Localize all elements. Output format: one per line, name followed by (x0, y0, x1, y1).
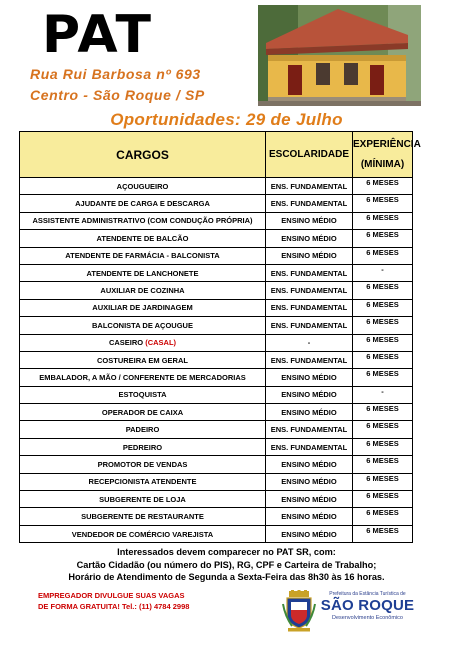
table-row (20, 525, 413, 542)
experiencia-cell: 6 MESES (353, 195, 413, 212)
footer-instructions (0, 546, 453, 584)
escolaridade-cell: ENSINO MÉDIO (266, 404, 353, 421)
experiencia-cell: 6 MESES (353, 334, 413, 351)
table-row (20, 230, 413, 247)
cargo-cell: SUBGERENTE DE LOJA (20, 491, 266, 508)
cargo-cell (20, 334, 266, 351)
experiencia-cell: 6 MESES (353, 404, 413, 421)
experiencia-cell: - (353, 264, 413, 281)
experiencia-cell: 6 MESES (353, 299, 413, 316)
cargo-text: CASEIRO (108, 338, 144, 348)
escolaridade-cell: ENS. FUNDAMENTAL (266, 421, 353, 438)
table-row (20, 508, 413, 525)
table-row (20, 282, 413, 299)
employer-advert (38, 590, 189, 612)
header-escolaridade: ESCOLARIDADE (266, 132, 353, 178)
table-row (20, 195, 413, 212)
escolaridade-cell: ENS. FUNDAMENTAL (266, 178, 353, 195)
table-row (20, 404, 413, 421)
experiencia-cell: 6 MESES (353, 317, 413, 334)
cargo-cell: VENDEDOR DE COMÉRCIO VAREJISTA (20, 525, 266, 542)
footer-line-1: Interessados devem comparecer no PAT SR, com: (117, 547, 336, 557)
sao-roque-logo (320, 591, 415, 622)
escolaridade-cell: ENS. FUNDAMENTAL (266, 317, 353, 334)
cargo-cell: ATENDENTE DE BALCÃO (20, 230, 266, 247)
escolaridade-cell: ENSINO MÉDIO (266, 386, 353, 403)
building-photo (258, 5, 421, 106)
experiencia-cell: 6 MESES (353, 456, 413, 473)
table-row (20, 438, 413, 455)
escolaridade-cell: ENSINO MÉDIO (266, 230, 353, 247)
cargo-cell: SUBGERENTE DE RESTAURANTE (20, 508, 266, 525)
experiencia-cell: 6 MESES (353, 212, 413, 229)
footer-line-3: Horário de Atendimento de Segunda a Sexta-Feira das 8h30 às 16 horas. (68, 572, 385, 582)
header-experiencia-line2: (MÍNIMA) (360, 158, 405, 170)
opportunities-title: Oportunidades: 29 de Julho (110, 110, 343, 129)
experiencia-cell: - (353, 386, 413, 403)
table-row (20, 299, 413, 316)
city-crest-icon (282, 590, 316, 632)
cargo-cell: PEDREIRO (20, 438, 266, 455)
experiencia-cell: 6 MESES (353, 369, 413, 386)
cargo-cell: AJUDANTE DE CARGA E DESCARGA (20, 195, 266, 212)
cargo-cell: EMBALADOR, A MÃO / CONFERENTE DE MERCADORIAS (20, 369, 266, 386)
cargo-cell: AUXILIAR DE COZINHA (20, 282, 266, 299)
header-experiencia (353, 132, 421, 178)
table-header-row (20, 132, 413, 178)
experiencia-cell: 6 MESES (353, 438, 413, 455)
cargo-cell: ESTOQUISTA (20, 386, 266, 403)
escolaridade-cell: ENSINO MÉDIO (266, 212, 353, 229)
escolaridade-cell: ENSINO MÉDIO (266, 525, 353, 542)
table-row (20, 473, 413, 490)
escolaridade-cell: ENSINO MÉDIO (266, 491, 353, 508)
escolaridade-cell: ENSINO MÉDIO (266, 456, 353, 473)
escolaridade-cell: ENSINO MÉDIO (266, 369, 353, 386)
logo-small-text: Prefeitura da Estância Turística de (329, 591, 406, 597)
jobs-table (19, 131, 421, 543)
footer-line-2: Cartão Cidadão (ou número do PIS), RG, CPF e Carteira de Trabalho; (76, 559, 377, 570)
cargo-cell: COSTUREIRA EM GERAL (20, 351, 266, 368)
table-row (20, 351, 413, 368)
escolaridade-cell: ENS. FUNDAMENTAL (266, 264, 353, 281)
cargo-cell: ASSISTENTE ADMINISTRATIVO (COM CONDUÇÃO PRÓPRIA) (20, 212, 266, 229)
cargo-cell: BALCONISTA DE AÇOUGUE (20, 317, 266, 334)
address-street: Rua Rui Barbosa nº 693 (30, 66, 201, 82)
advert-line-1: EMPREGADOR DIVULGUE SUAS VAGAS (38, 591, 185, 600)
casal-note: (CASAL) (145, 338, 177, 348)
escolaridade-cell: ENS. FUNDAMENTAL (266, 438, 353, 455)
cargo-cell: ATENDENTE DE LANCHONETE (20, 264, 266, 281)
address-city: Centro - São Roque / SP (30, 87, 205, 103)
table-row (20, 178, 413, 195)
experiencia-cell: 6 MESES (353, 178, 413, 195)
escolaridade-cell: ENSINO MÉDIO (266, 473, 353, 490)
experiencia-cell: 6 MESES (353, 351, 413, 368)
logo-subtitle: Desenvolvimento Econômico (332, 615, 403, 621)
experiencia-cell: 6 MESES (353, 525, 413, 542)
escolaridade-cell: ENS. FUNDAMENTAL (266, 282, 353, 299)
header-cargos: CARGOS (20, 132, 266, 178)
cargo-cell: AUXILIAR DE JARDINAGEM (20, 299, 266, 316)
logo-name: SÃO ROQUE (320, 597, 415, 614)
table-row (20, 317, 413, 334)
table-row (20, 212, 413, 229)
cargo-cell: OPERADOR DE CAIXA (20, 404, 266, 421)
table-row (20, 334, 413, 351)
cargo-cell: PROMOTOR DE VENDAS (20, 456, 266, 473)
table-row (20, 421, 413, 438)
advert-line-2: DE FORMA GRATUITA! Tel.: (11) 4784 2998 (38, 602, 190, 611)
experiencia-cell: 6 MESES (353, 508, 413, 525)
cargo-cell: PADEIRO (20, 421, 266, 438)
escolaridade-cell: ENS. FUNDAMENTAL (266, 351, 353, 368)
pat-title: PAT (42, 5, 154, 65)
experiencia-cell: 6 MESES (353, 421, 413, 438)
escolaridade-cell: ENS. FUNDAMENTAL (266, 195, 353, 212)
header-experiencia-line1: EXPERIÊNCIA (353, 138, 421, 150)
experiencia-cell: 6 MESES (353, 491, 413, 508)
experiencia-cell: 6 MESES (353, 473, 413, 490)
cargo-cell: RECEPCIONISTA ATENDENTE (20, 473, 266, 490)
table-row (20, 491, 413, 508)
table-row (20, 456, 413, 473)
escolaridade-cell: - (266, 334, 353, 351)
escolaridade-cell: ENSINO MÉDIO (266, 508, 353, 525)
cargo-cell: AÇOUGUEIRO (20, 178, 266, 195)
table-row (20, 264, 413, 281)
escolaridade-cell: ENSINO MÉDIO (266, 247, 353, 264)
experiencia-cell: 6 MESES (353, 230, 413, 247)
table-row (20, 369, 413, 386)
experiencia-cell: 6 MESES (353, 282, 413, 299)
experiencia-cell: 6 MESES (353, 247, 413, 264)
table-row (20, 386, 413, 403)
cargo-cell: ATENDENTE DE FARMÁCIA - BALCONISTA (20, 247, 266, 264)
escolaridade-cell: ENS. FUNDAMENTAL (266, 299, 353, 316)
table-row (20, 247, 413, 264)
